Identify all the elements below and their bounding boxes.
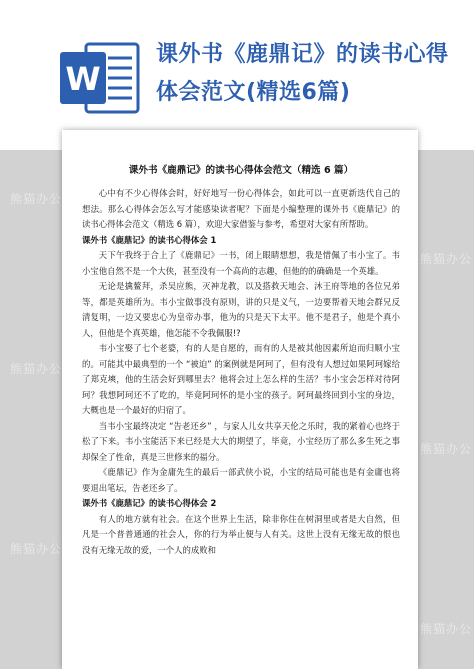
- watermark: 熊猫办公: [10, 362, 63, 376]
- watermark: 熊猫办公: [420, 442, 473, 456]
- page-title-line1: 课外书《鹿鼎记》的读书心得: [156, 42, 449, 67]
- paragraph: 有人的地方就有社会。在这个世界上生活，除非你住在树洞里或者是大自然，但凡是一个普普通通的社会人，你的行为举止便与人有关。这世上没有无缘无故的恨也没有无缘无故的爱，一个人的成败和: [82, 513, 400, 555]
- watermark: 熊猫办公: [420, 622, 473, 636]
- intro-paragraph: 心中有不少心得体会时，好好地写一份心得体会，如此可以一直更新迭代自己的想法。那么心得体会怎么写才能感染读者呢？下面是小编整理的课外书《鹿鼎记》的读书心得体会范文（精选 6 篇），欢迎大家借鉴与参考，希望对大家有所帮助。: [82, 188, 400, 229]
- paragraph: 《鹿鼎记》作为金庸先生的最后一部武侠小说，小宝的结局可能也是有金庸也将要退出笔坛，告老还乡了。: [82, 467, 400, 493]
- section-heading-2: 课外书《鹿鼎记》的读书心得体会 2: [82, 498, 217, 508]
- watermark: 熊猫办公: [420, 252, 473, 266]
- section-heading-1: 课外书《鹿鼎记》的读书心得体会 1: [82, 234, 217, 245]
- header-band: [0, 0, 474, 150]
- document-title: 课外书《鹿鼎记》的读书心得体会范文（精选 6 篇）: [128, 165, 354, 176]
- paragraph: 韦小宝娶了七个老婆，有的人是自愿的，而有的人是被其他因素所迫而归顺小宝的。可能其中最典型的一个 “被迫” 的案例就是阿珂了，但有没有人想过如果阿珂嫁给了郑克塽，他的生活会好到哪里去？他将会过上怎么样的生活？韦小宝会怎样对待阿珂？我想阿珂还不了吃的，毕竟阿珂怀的是小宝的孩子。阿珂最终回到小宝的身边，大概也是一个最好的归宿了。: [82, 343, 400, 415]
- document-body: [82, 154, 400, 558]
- word-document-icon: [58, 42, 140, 114]
- document-page: [62, 130, 418, 669]
- page-title-line2: 体会范文(精选6篇): [156, 80, 351, 105]
- paragraph: 天下午我终于合上了《鹿鼎记》一书，闭上眼睛想想，我是惜佩了韦小宝了。韦小宝他自然不是一个大侠，甚至没有一个高尚的志趣，但他的的确确是一个英雄。: [82, 250, 400, 276]
- paragraph: 无论是擒鳌拜，杀吴应熊，灭神龙教，以及搭救天地会、沐王府等地的各位兄弟等，都是英雄所为。韦小宝做事没有原则，讲的只是义气，一边要帮着天地会群兄反清复明，一边又要忠心为皇帝办事，他为的只是天下太平。他不是君子，他是个真小人，但他是个真英雄，他怎能不令我佩服!?: [82, 281, 400, 338]
- watermark: 熊猫办公: [10, 192, 63, 206]
- page-title: [156, 36, 456, 112]
- watermark: 熊猫办公: [10, 542, 63, 556]
- page-fade: [62, 629, 418, 669]
- logo-letter: W: [65, 60, 101, 98]
- paragraph: 当韦小宝最终决定 “告老还乡” ，与家人儿女共享天伦之乐时，我的紧着心也终于松了下来。韦小宝能活下来已经是大大的期望了，毕竟，小宝经历了那么多生死之事却保全了性命，真是三世修来的福分。: [82, 420, 400, 462]
